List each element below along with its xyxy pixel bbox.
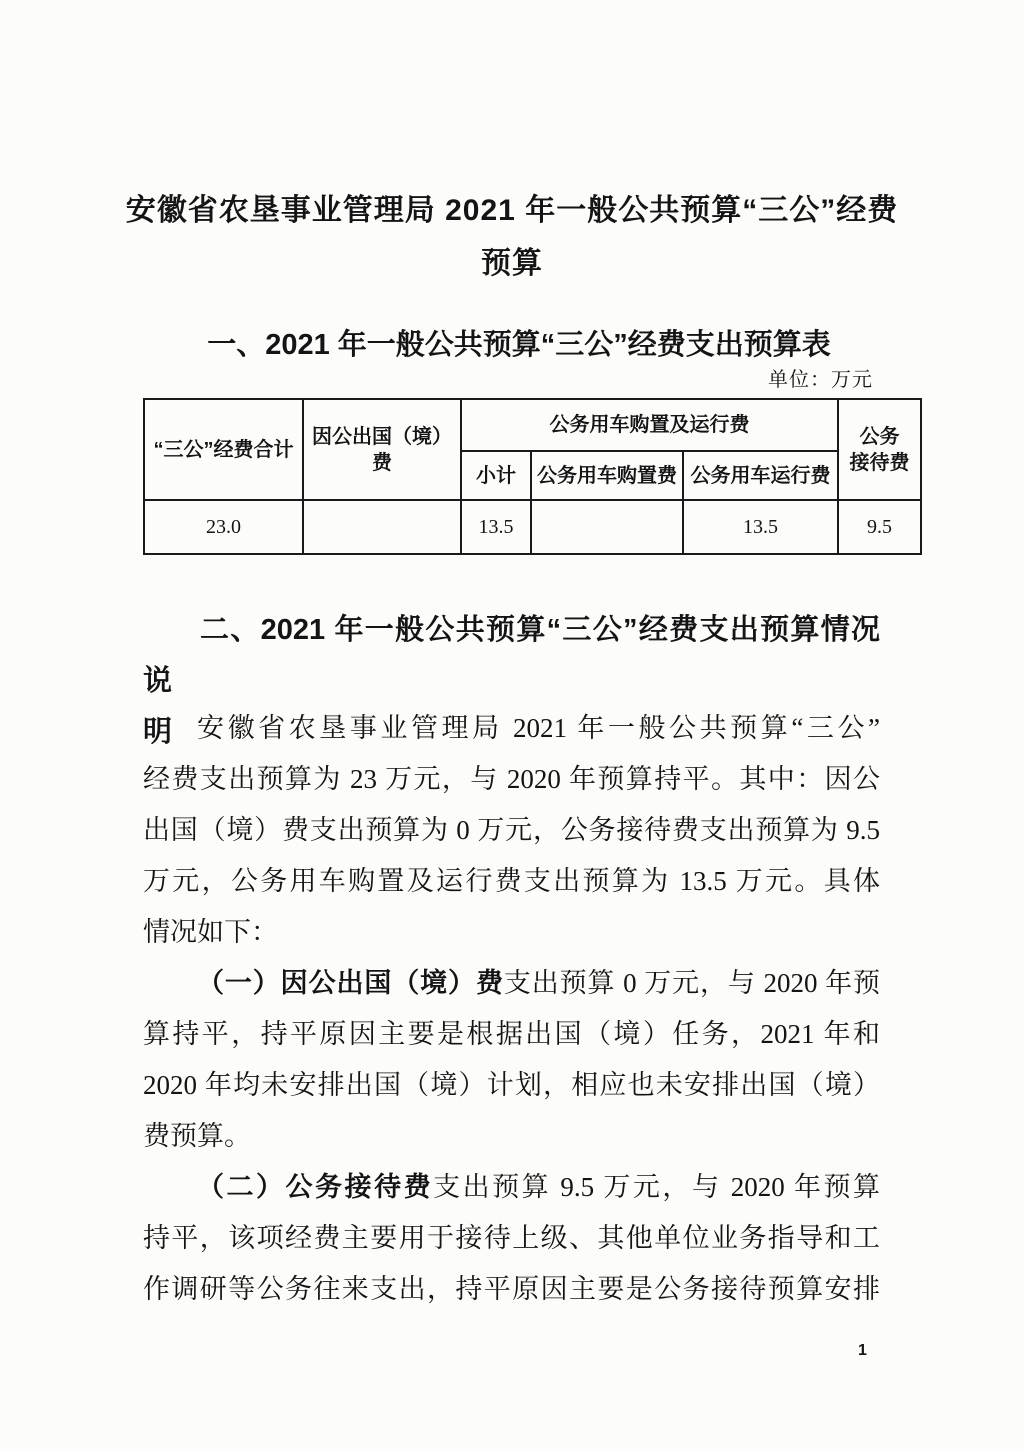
header-total: “三公”经费合计 [144,399,303,500]
line-text: 安徽省农垦事业管理局 2021 年一般公共预算“三公” [197,713,880,743]
header-reception [838,399,921,500]
page-number: 1 [858,1342,867,1359]
line-text: 支出预算 0 万元，与 2020 年预 [503,968,881,998]
line-bold-text: （二）公务接待费 [197,1172,434,1202]
header-vehicle-operation: 公务用车运行费 [683,451,838,500]
header-vehicle-subtotal: 小计 [461,451,531,500]
line-text: 作调研等公务往来支出，持平原因主要是公务接待预算安排 [143,1274,880,1304]
section2-heading-line-1: 二、2021 年一般公共预算“三公”经费支出预算情况说 [143,614,880,697]
line-text: 持平，该项经费主要用于接待上级、其他单位业务指导和工 [143,1223,880,1253]
line-text: 经费支出预算为 23 万元，与 2020 年预算持平。其中：因公 [143,764,880,794]
paragraph-line [143,703,880,754]
section2-heading-line-2: 明 [143,716,173,748]
value-vehicle-subtotal: 13.5 [461,500,531,554]
value-total: 23.0 [144,500,303,554]
header-vehicle-purchase: 公务用车购置费 [531,451,683,500]
paragraph-line [143,754,880,805]
line-text: 情况如下： [143,917,278,947]
document-title [7,184,1017,290]
paragraph-line [143,1111,880,1162]
document-title-line-2: 预算 [481,247,543,280]
paragraph-line [143,1264,880,1315]
unit-label: 单位：万元 [768,369,873,391]
paragraph-line [143,1060,880,1111]
document-title-line-1: 安徽省农垦事业管理局 2021 年一般公共预算“三公”经费 [125,194,899,227]
line-text: 费预算。 [143,1121,251,1151]
section1-heading: 一、2021 年一般公共预算“三公”经费支出预算表 [207,329,831,361]
table-header-row-group [144,399,921,451]
value-vehicle-operation: 13.5 [683,500,838,554]
body-text [143,703,880,1315]
header-reception-line-1: 公务 [859,425,900,448]
header-reception-line-2: 接待费 [849,451,910,474]
line-text: 2020 年均未安排出国（境）计划，相应也未安排出国（境） [143,1070,880,1100]
paragraph-line [143,1213,880,1264]
paragraph-line [143,907,880,958]
line-text: 支出预算 9.5 万元，与 2020 年预算 [433,1172,881,1202]
value-reception: 9.5 [838,500,921,554]
paragraph-line [143,1009,880,1060]
paragraph-line [143,856,880,907]
header-abroad: 因公出国（境）费 [303,399,461,500]
line-text: 算持平，持平原因主要是根据出国（境）任务，2021 年和 [143,1019,880,1049]
line-text: 出国（境）费支出预算为 0 万元，公务接待费支出预算为 9.5 [143,815,880,845]
line-bold-text: （一）因公出国（境）费 [197,968,504,998]
value-vehicle-purchase [531,500,683,554]
table-values-row [144,500,921,554]
budget-table [143,398,922,555]
value-abroad [303,500,461,554]
paragraph-line [143,805,880,856]
line-text: 万元，公务用车购置及运行费支出预算为 13.5 万元。具体 [143,866,880,896]
paragraph-line [143,958,880,1009]
paragraph-line [143,1162,880,1213]
header-vehicle-group: 公务用车购置及运行费 [461,399,838,451]
